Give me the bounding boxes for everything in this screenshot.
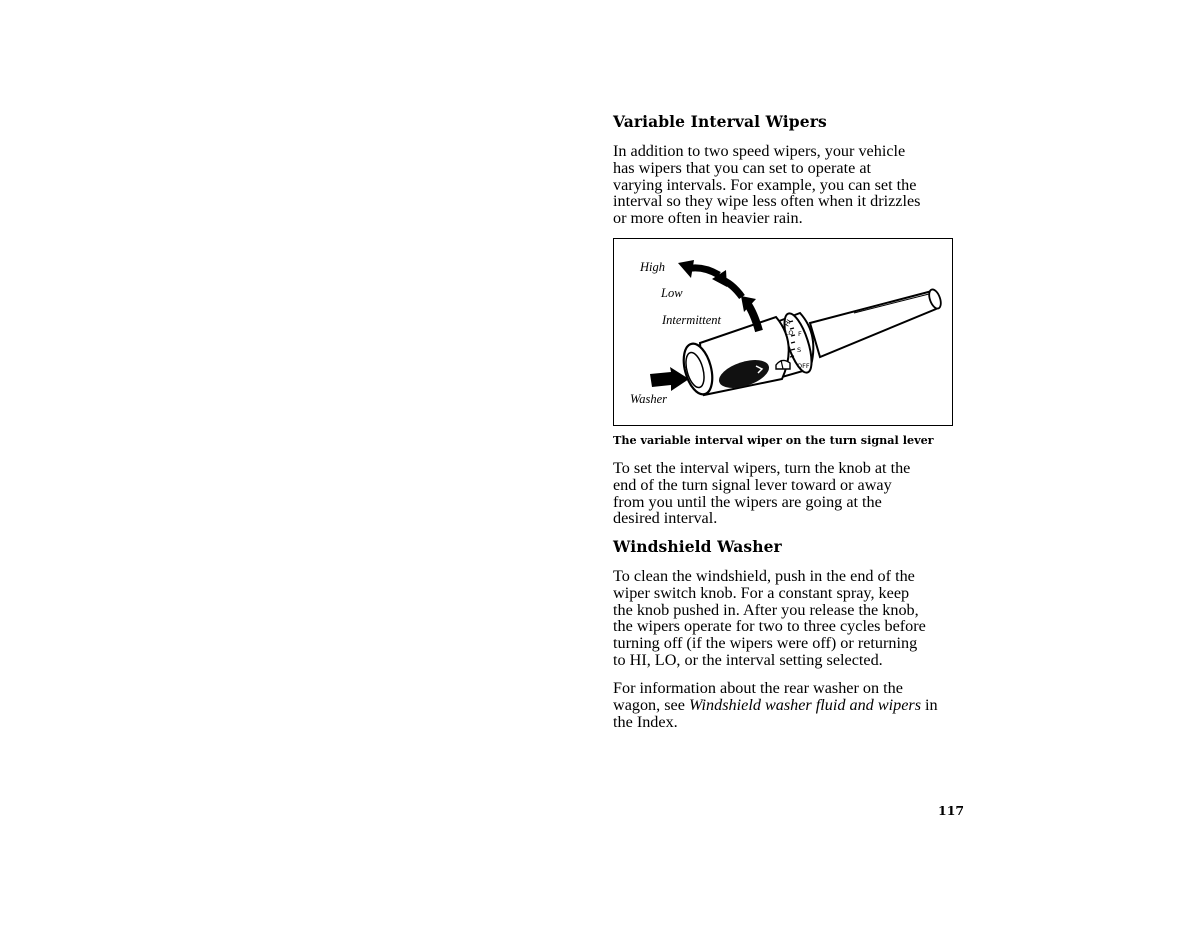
text-line: to HI, LO, or the interval setting selected.	[613, 650, 883, 669]
text-line: For information about the rear washer on the	[613, 679, 903, 697]
text-segment: in	[921, 695, 938, 714]
label-intermittent: Intermittent	[662, 313, 722, 327]
text-line: end of the turn signal lever toward or away	[613, 475, 892, 494]
text-segment: wagon, see	[613, 695, 689, 714]
wiper-lever-figure	[613, 238, 953, 426]
text-line	[613, 697, 958, 714]
page-number: 117	[938, 803, 965, 818]
dial-label-hi: HI	[782, 318, 794, 328]
figure-caption: The variable interval wiper on the turn signal lever	[613, 433, 934, 447]
text-line: the knob pushed in. After you release the knob,	[613, 600, 919, 619]
paragraph-rear-washer	[613, 680, 958, 730]
text-line: desired interval.	[613, 509, 718, 528]
label-high: High	[640, 260, 665, 274]
paragraph-set-interval	[613, 460, 958, 527]
dial-label-lo: LO	[785, 329, 794, 337]
dial-label-off: OFF	[797, 362, 810, 370]
text-line: the Index.	[613, 712, 678, 731]
text-line: wiper switch knob. For a constant spray, keep	[613, 583, 910, 602]
text-line: interval so they wipe less often when it drizzles	[613, 192, 921, 211]
dial-label-f: F	[798, 330, 802, 338]
label-low: Low	[661, 286, 683, 300]
text-line: In addition to two speed wipers, your vehicle	[613, 142, 906, 160]
paragraph-intro	[613, 143, 958, 227]
text-line: has wipers that you can set to operate at	[613, 158, 872, 177]
paragraph-washer	[613, 568, 958, 669]
text-line: To set the interval wipers, turn the knob at the	[613, 459, 911, 477]
text-line: the wipers operate for two to three cycles before	[613, 617, 926, 636]
text-line: or more often in heavier rain.	[613, 209, 803, 228]
index-reference: Windshield washer fluid and wipers	[688, 695, 921, 714]
text-line: varying intervals. For example, you can set the	[613, 175, 917, 194]
text-line: turning off (if the wipers were off) or returning	[613, 634, 918, 653]
heading-variable-interval-wipers: Variable Interval Wipers	[613, 112, 827, 131]
label-washer: Washer	[630, 392, 668, 406]
text-line: from you until the wipers are going at the	[613, 492, 882, 511]
dial-label-s: S	[797, 346, 802, 354]
heading-windshield-washer: Windshield Washer	[613, 537, 782, 556]
text-line: To clean the windshield, push in the end of the	[613, 567, 915, 585]
